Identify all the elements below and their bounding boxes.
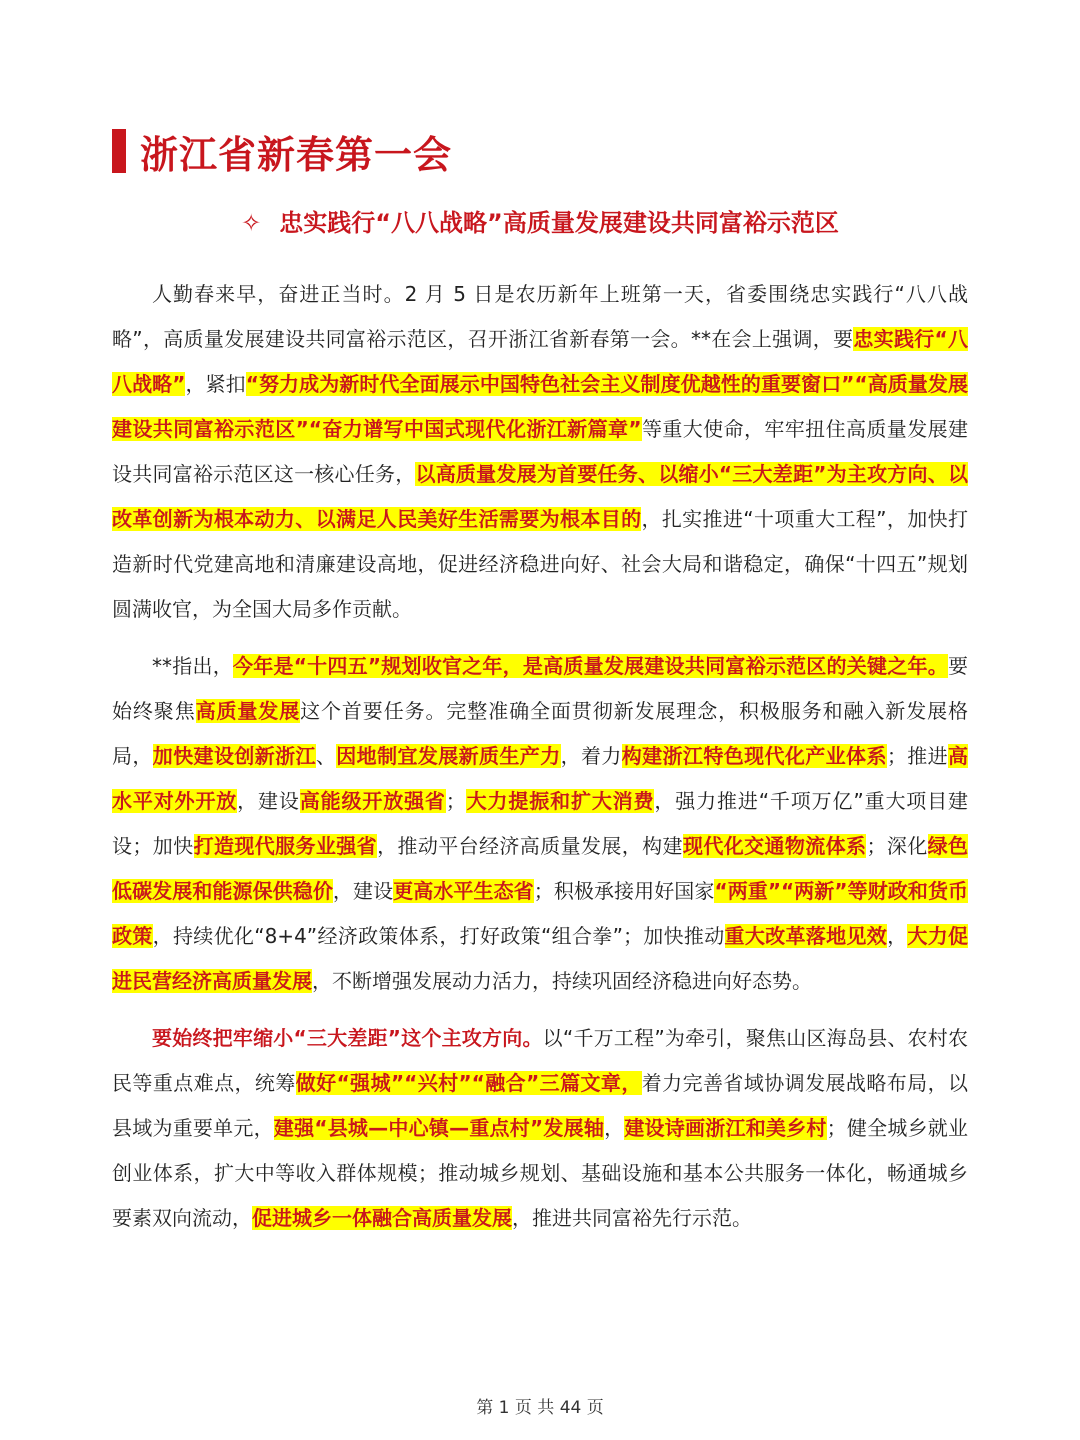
highlighted-text: 建强“县城—中心镇—重点村”发展轴 — [273, 1116, 605, 1140]
highlighted-text: 忠实践行“八八战略” — [112, 327, 968, 396]
highlighted-text: 绿色低碳发展和能源保供稳价 — [112, 834, 969, 903]
paragraph-text: ，建设 — [237, 789, 300, 813]
paragraph-text: ；深化 — [866, 834, 928, 858]
section-title — [112, 128, 453, 177]
paragraph-text: ； — [445, 789, 466, 813]
paragraph — [112, 1016, 968, 1241]
highlighted-text: 高能级开放强省 — [299, 789, 446, 813]
paragraph-text: 这个首要任务。完整准确全面贯彻新发展理念，积极服务和融入新发展格局， — [112, 699, 969, 768]
paragraph-text: **指出， — [152, 654, 233, 678]
paragraph-text: ， — [604, 1116, 625, 1140]
highlighted-text: 更高水平生态省 — [393, 879, 534, 903]
highlighted-text: 今年是“十四五”规划收官之年，是高质量发展建设共同富裕示范区的关键之年。 — [232, 654, 949, 678]
paragraph-text: ，着力 — [560, 744, 622, 768]
paragraph — [112, 644, 968, 1004]
emphasis-text: 要始终把牢缩小“三大差距”这个主攻方向。 — [152, 1026, 543, 1050]
highlighted-text: 以高质量发展为首要任务、以缩小“三大差距”为主攻方向、以改革创新为根本动力、以满足人民美好生活需要为根本目的 — [112, 462, 968, 531]
highlighted-text: “两重”“两新”等财政和货币政策 — [112, 879, 969, 948]
paragraph-text: ，扎实推进“十项重大工程”，加快打造新时代党建高地和清廉建设高地，促进经济稳进向好、社会大局和谐稳定，确保“十四五”规划圆满收官，为全国大局多作贡献。 — [112, 507, 968, 621]
paragraph-text: ，强力推进“千项万亿”重大项目建设；加快 — [112, 789, 969, 858]
highlighted-text: 构建浙江特色现代化产业体系 — [621, 744, 887, 768]
highlighted-text: 大力促进民营经济高质量发展 — [112, 924, 969, 993]
highlighted-text: 加快建设创新浙江 — [152, 744, 316, 768]
paragraph-text: 着力完善省域协调发展战略布局，以县域为重要单元， — [112, 1071, 968, 1140]
paragraph-text: ；推进 — [886, 744, 949, 768]
paragraph-text: ；健全城乡就业创业体系，扩大中等收入群体规模；推动城乡规划、基础设施和基本公共服务一体化，畅通城乡要素双向流动， — [112, 1116, 969, 1230]
subtitle — [0, 203, 1080, 238]
highlighted-text: 重大改革落地见效 — [724, 924, 888, 948]
paragraph-text: ，推动平台经济高质量发展，构建 — [377, 834, 683, 858]
page-number: 第 1 页 共 44 页 — [476, 1398, 604, 1418]
paragraph-text: 人勤春来早，奋进正当时。2 月 5 日是农历新年上班第一天，省委围绕忠实践行“八八战略”，高质量发展建设共同富裕示范区，召开浙江省新春第一会。**在会上强调，要 — [112, 282, 968, 351]
sparkle-icon: ✧ — [241, 209, 262, 237]
subtitle-text: 忠实践行“八八战略”高质量发展建设共同富裕示范区 — [279, 209, 839, 237]
highlighted-text: 做好“强城”“兴村”“融合”三篇文章， — [295, 1071, 642, 1095]
paragraph-text: ；积极承接用好国家 — [533, 879, 715, 903]
page-title: 浙江省新春第一会 — [140, 132, 453, 177]
paragraph-text: 等重大使命，牢牢扭住高质量发展建设共同富裕示范区这一核心任务， — [112, 417, 969, 486]
paragraph-text: ，推进共同富裕先行示范。 — [512, 1206, 752, 1230]
paragraph-text: ，不断增强发展动力活力，持续巩固经济稳进向好态势。 — [312, 969, 812, 993]
highlighted-text: 打造现代服务业强省 — [193, 834, 378, 858]
paragraph-text: 以“千万工程”为牵引，聚焦山区海岛县、农村农民等重点难点，统筹 — [112, 1026, 968, 1095]
highlighted-text: “努力成为新时代全面展示中国特色社会主义制度优越性的重要窗口”“高质量发展建设共同富裕示范区”“奋力谱写中国式现代化浙江新篇章” — [112, 372, 968, 441]
highlighted-text: 高质量发展 — [195, 699, 301, 723]
title-accent-bar — [112, 129, 126, 173]
highlighted-text: 因地制宜发展新质生产力 — [336, 744, 561, 768]
paragraph-text: 要始终聚焦 — [112, 654, 969, 723]
body-text — [112, 272, 968, 1253]
paragraph-text: 、 — [315, 744, 337, 768]
highlighted-text: 促进城乡一体融合高质量发展 — [252, 1206, 512, 1230]
highlighted-text: 高水平对外开放 — [112, 744, 969, 813]
paragraph — [112, 272, 968, 632]
paragraph-text: ，紧扣 — [185, 372, 246, 396]
paragraph-text: ，建设 — [332, 879, 394, 903]
highlighted-text: 大力提振和扩大消费 — [465, 789, 655, 813]
paragraph-text: ， — [887, 924, 908, 948]
highlighted-text: 建设诗画浙江和美乡村 — [624, 1116, 827, 1140]
paragraph-text: ，持续优化“8+4”经济政策体系，打好政策“组合拳”；加快推动 — [152, 924, 725, 948]
highlighted-text: 现代化交通物流体系 — [682, 834, 867, 858]
